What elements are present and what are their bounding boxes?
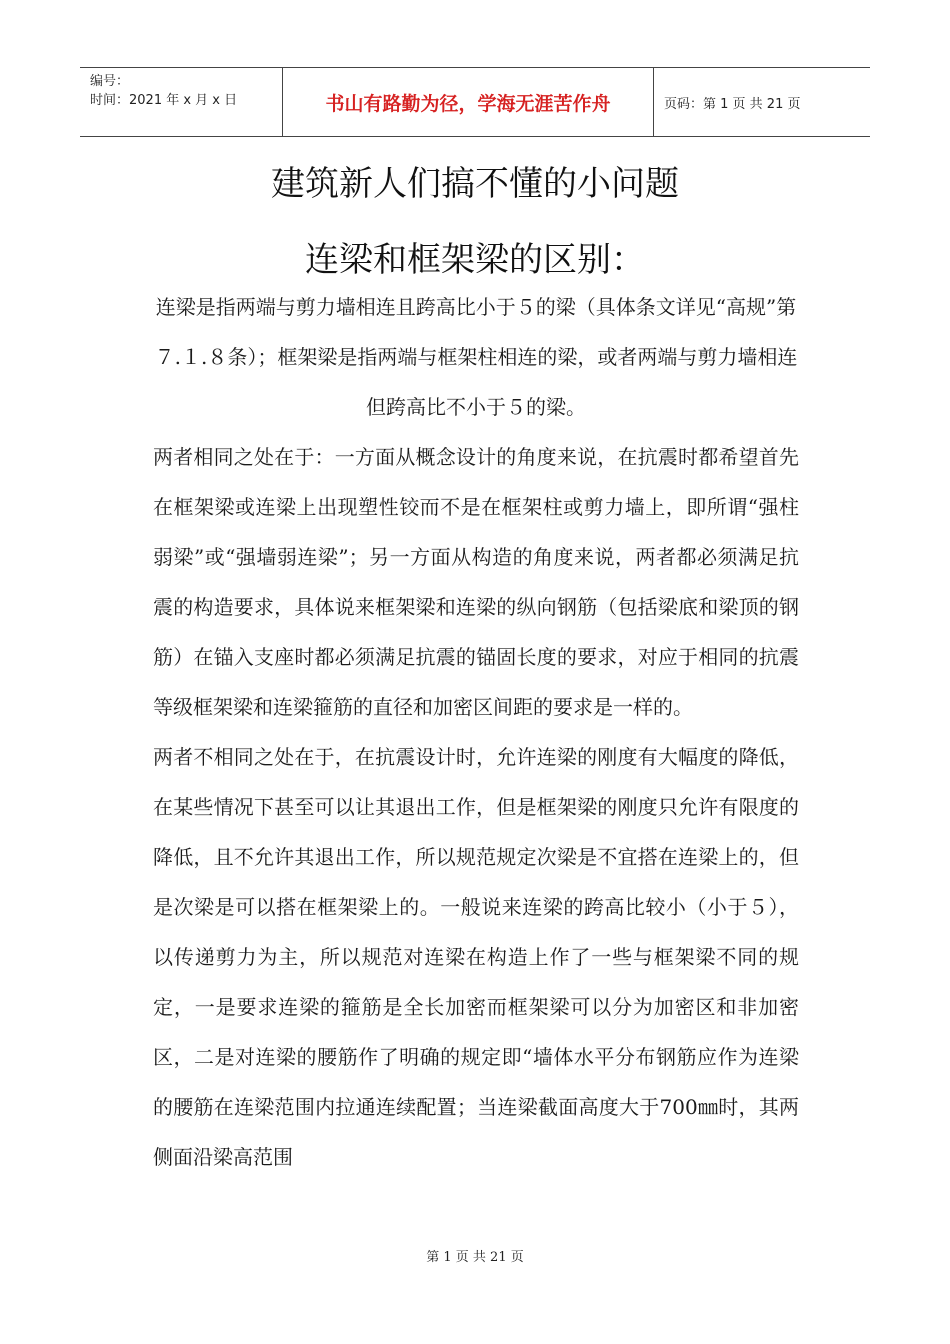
header-number-label: 编号：: [90, 74, 130, 89]
header-time-label: 时间：2021 年 x 月 x 日: [90, 93, 238, 108]
header-motto: 书山有路勤为径，学海无涯苦作舟: [282, 68, 654, 136]
document-subtitle: 连梁和框架梁的区别：: [305, 240, 645, 280]
page-footer: 第 1 页 共 21 页: [426, 1250, 524, 1265]
header-page-info: 页码：第 1 页 共 21 页: [664, 96, 801, 112]
document-title: 建筑新人们搞不懂的小问题: [271, 164, 679, 204]
header-meta: [80, 68, 282, 136]
paragraph-similarities: 两者相同之处在于：一方面从概念设计的角度来说，在抗震时都希望首先在框架梁或连梁上出现塑性铰而不是在框架柱或剪力墙上，即所谓“强柱弱梁”或“强墙弱连梁”；另一方面从构造的角度来说，两者都必须满足抗震的构造要求，具体说来框架梁和连梁的纵向钢筋（包括梁底和梁顶的钢筋）在锚入支座时都必须满足抗震的锚固长度的要求，对应于相同的抗震等级框架梁和连梁箍筋的直径和加密区间距的要求是一样的。: [153, 445, 799, 719]
page-header: [80, 67, 870, 137]
paragraph-differences: 两者不相同之处在于，在抗震设计时，允许连梁的刚度有大幅度的降低，在某些情况下甚至可以让其退出工作，但是框架梁的刚度只允许有限度的降低，且不允许其退出工作，所以规范规定次梁是不宜搭在连梁上的，但是次梁是可以搭在框架梁上的。一般说来连梁的跨高比较小（小于５），以传递剪力为主，所以规范对连梁在构造上作了一些与框架梁不同的规定，一是要求连梁的箍筋是全长加密而框架梁可以分为加密区和非加密区，二是对连梁的腰筋作了明确的规定即“墙体水平分布钢筋应作为连梁的腰筋在连梁范围内拉通连续配置；当连梁截面高度大于700㎜时，其两侧面沿梁高范围: [153, 745, 799, 1169]
paragraph-definition: 连梁是指两端与剪力墙相连且跨高比小于５的梁（具体条文详见“高规”第７.１.８条）；框架梁是指两端与框架柱相连的梁，或者两端与剪力墙相连但跨高比不小于５的梁。: [154, 295, 798, 419]
document-body: [153, 282, 799, 1182]
